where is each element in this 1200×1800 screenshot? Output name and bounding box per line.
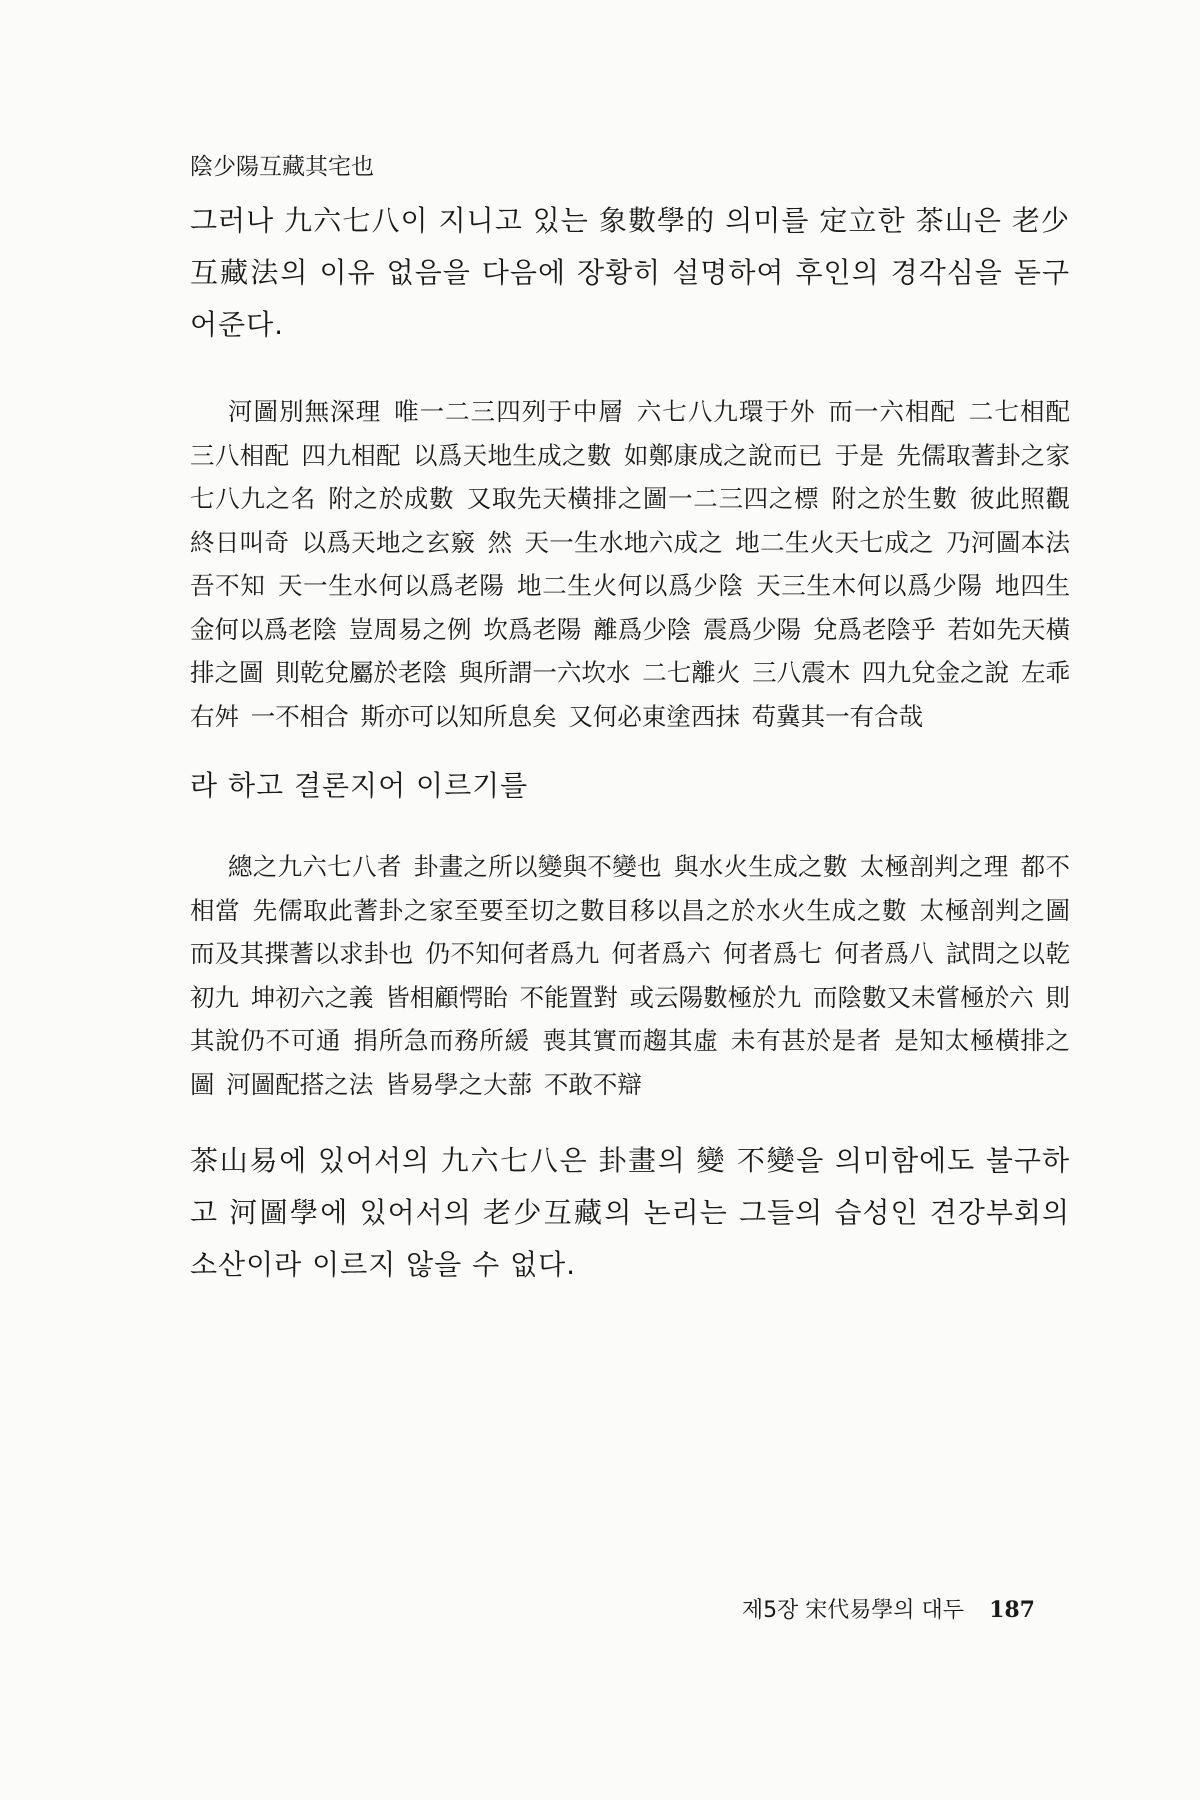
classical-quote-2: 總之九六七八者 卦畫之所以變與不變也 與水火生成之數 太極剖判之理 都不相當 先儒取此蓍卦之家至要至切之數目移以昌之於水火生成之數 太極剖判之圖 而及其揲蓍以求卦也 仍不知何者爲九 何者爲六 何者爲七 何者爲八 試問之以乾初九 坤初六之義 皆相顧愕眙 不能置對 或云陽數極於九 而陰數又未嘗極於六 則其說仍不可通 捐所急而務所緩 喪其實而趨其虛 未有甚於是者 是知太極橫排之圖 河圖配搭之法 皆易學之大蔀 不敢不辯 <box>190 852 1070 1099</box>
classical-quote-1: 河圖別無深理 唯一二三四列于中層 六七八九環于外 而一六相配 二七相配 三八相配 四九相配 以爲天地生成之數 如鄭康成之說而已 于是 先儒取蓍卦之家七八九之名 附之於成數 又取先天橫排之圖一二三四之標 附之於生數 彼此照觀 終日叫奇 以爲天地之玄竅 然 天一生水地六成之 地二生火天七成之 乃河圖本法 吾不知 天一生水何以爲老陽 地二生火何以爲少陰 天三生木何以爲少陽 地四生金何以爲老陰 豈周易之例 坎爲老陽 離爲少陰 震爲少陽 兌爲老陰乎 若如先天橫排之圖 則乾兌屬於老陰 與所謂一六坎水 二七離火 三八震木 四九兌金之說 左乖右舛 一不相合 斯亦可以知所息矣 又何必東塗西抹 苟冀其一有合哉 <box>190 397 1070 731</box>
body-paragraph-1: 그러나 九六七八이 지니고 있는 象數學的 의미를 定立한 茶山은 老少互藏法의 이유 없음을 다음에 장황히 설명하여 후인의 경각심을 돋구어준다. <box>190 204 1071 341</box>
page-footer <box>742 1595 1035 1626</box>
body-paragraph-3: 茶山易에 있어서의 九六七八은 卦畫의 變 不變을 의미함에도 불구하고 河圖學에 있어서의 老少互藏의 논리는 그들의 습성인 견강부회의 소산이라 이르지 않을 수 없다. <box>190 1144 1070 1281</box>
body-paragraph-2: 라 하고 결론지어 이르기를 <box>190 769 529 802</box>
quote-continuation: 陰少陽互藏其宅也 <box>190 154 374 180</box>
page-number: 187 <box>989 1597 1035 1623</box>
chapter-running-head: 제5장 宋代易學의 대두 <box>741 1598 965 1623</box>
